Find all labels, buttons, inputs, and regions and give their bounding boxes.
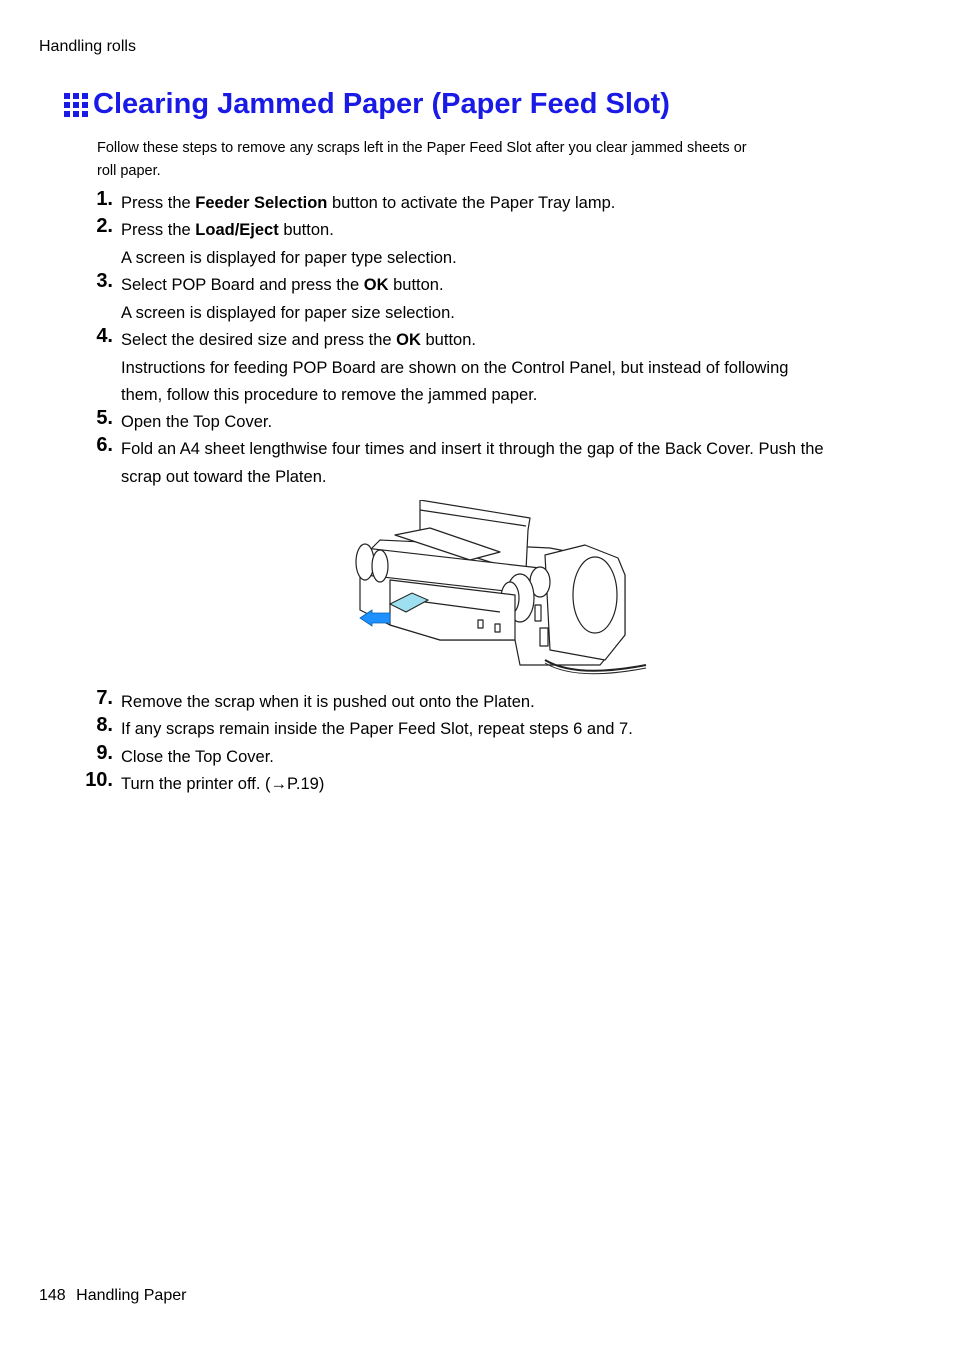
- footer-section-name: Handling Paper: [76, 1287, 187, 1304]
- step-9: [96, 742, 901, 772]
- step-number: 3.: [96, 270, 113, 292]
- step-8: [96, 714, 901, 744]
- step-text: If any scraps remain inside the Paper Feed Slot, repeat steps 6 and 7.: [121, 720, 633, 738]
- step-1: [96, 188, 901, 218]
- button-name: Load/Eject: [195, 221, 279, 239]
- step-number: 10.: [85, 769, 113, 791]
- grid-section-icon: [64, 93, 88, 117]
- step-text: button.: [278, 221, 334, 239]
- step-text: button.: [420, 331, 476, 349]
- section-title: [64, 88, 670, 121]
- step-text: button to activate the Paper Tray lamp.: [327, 194, 616, 212]
- step-number: 9.: [96, 742, 113, 764]
- step-text: Turn the printer off. (: [121, 775, 271, 793]
- step-text: button.: [388, 276, 444, 294]
- page-number: 148: [39, 1287, 66, 1304]
- step-2: [96, 215, 901, 272]
- intro-paragraph: [97, 137, 857, 183]
- step-number: 5.: [96, 407, 113, 429]
- step-text: Remove the scrap when it is pushed out onto the Platen.: [121, 693, 535, 711]
- page-footer: [39, 1287, 192, 1305]
- step-text: Select the desired size and press the: [121, 331, 397, 349]
- step-number: 1.: [96, 188, 113, 210]
- step-text: Fold an A4 sheet lengthwise four times and insert it through the gap of the Back Cover. Push the: [121, 440, 824, 458]
- step-number: 8.: [96, 714, 113, 736]
- intro-line: Follow these steps to remove any scraps left in the Paper Feed Slot after you clear jammed sheets or: [97, 140, 747, 156]
- step-note: A screen is displayed for paper type selection.: [121, 248, 457, 267]
- page-reference-link[interactable]: →P.19: [270, 775, 319, 793]
- button-name: OK: [396, 331, 421, 349]
- step-3: [96, 270, 901, 327]
- step-text: Select POP Board and press the: [121, 276, 364, 294]
- step-number: 4.: [96, 325, 113, 347]
- step-text: Close the Top Cover.: [121, 748, 274, 766]
- step-6: [96, 434, 901, 491]
- step-text: ): [318, 775, 325, 793]
- running-head: Handling rolls: [39, 38, 136, 55]
- step-10: [85, 769, 901, 799]
- step-number: 2.: [96, 215, 113, 237]
- section-title-text: Clearing Jammed Paper (Paper Feed Slot): [93, 88, 670, 120]
- step-5: [96, 407, 901, 437]
- step-number: 6.: [96, 434, 113, 456]
- step-text: Press the: [121, 221, 196, 239]
- intro-line: roll paper.: [97, 163, 161, 179]
- step-note: Instructions for feeding POP Board are shown on the Control Panel, but instead of following: [121, 358, 789, 377]
- step-note: them, follow this procedure to remove the jammed paper.: [121, 386, 538, 404]
- step-note: A screen is displayed for paper size selection.: [121, 303, 455, 322]
- step-text: Open the Top Cover.: [121, 413, 273, 431]
- step-number: 7.: [96, 687, 113, 709]
- step-4: [96, 325, 901, 410]
- step-text: scrap out toward the Platen.: [121, 467, 327, 486]
- step-text: Press the: [121, 194, 196, 212]
- button-name: OK: [363, 276, 389, 294]
- step-7: [96, 687, 901, 717]
- printer-illustration: [350, 500, 650, 685]
- button-name: Feeder Selection: [195, 194, 328, 212]
